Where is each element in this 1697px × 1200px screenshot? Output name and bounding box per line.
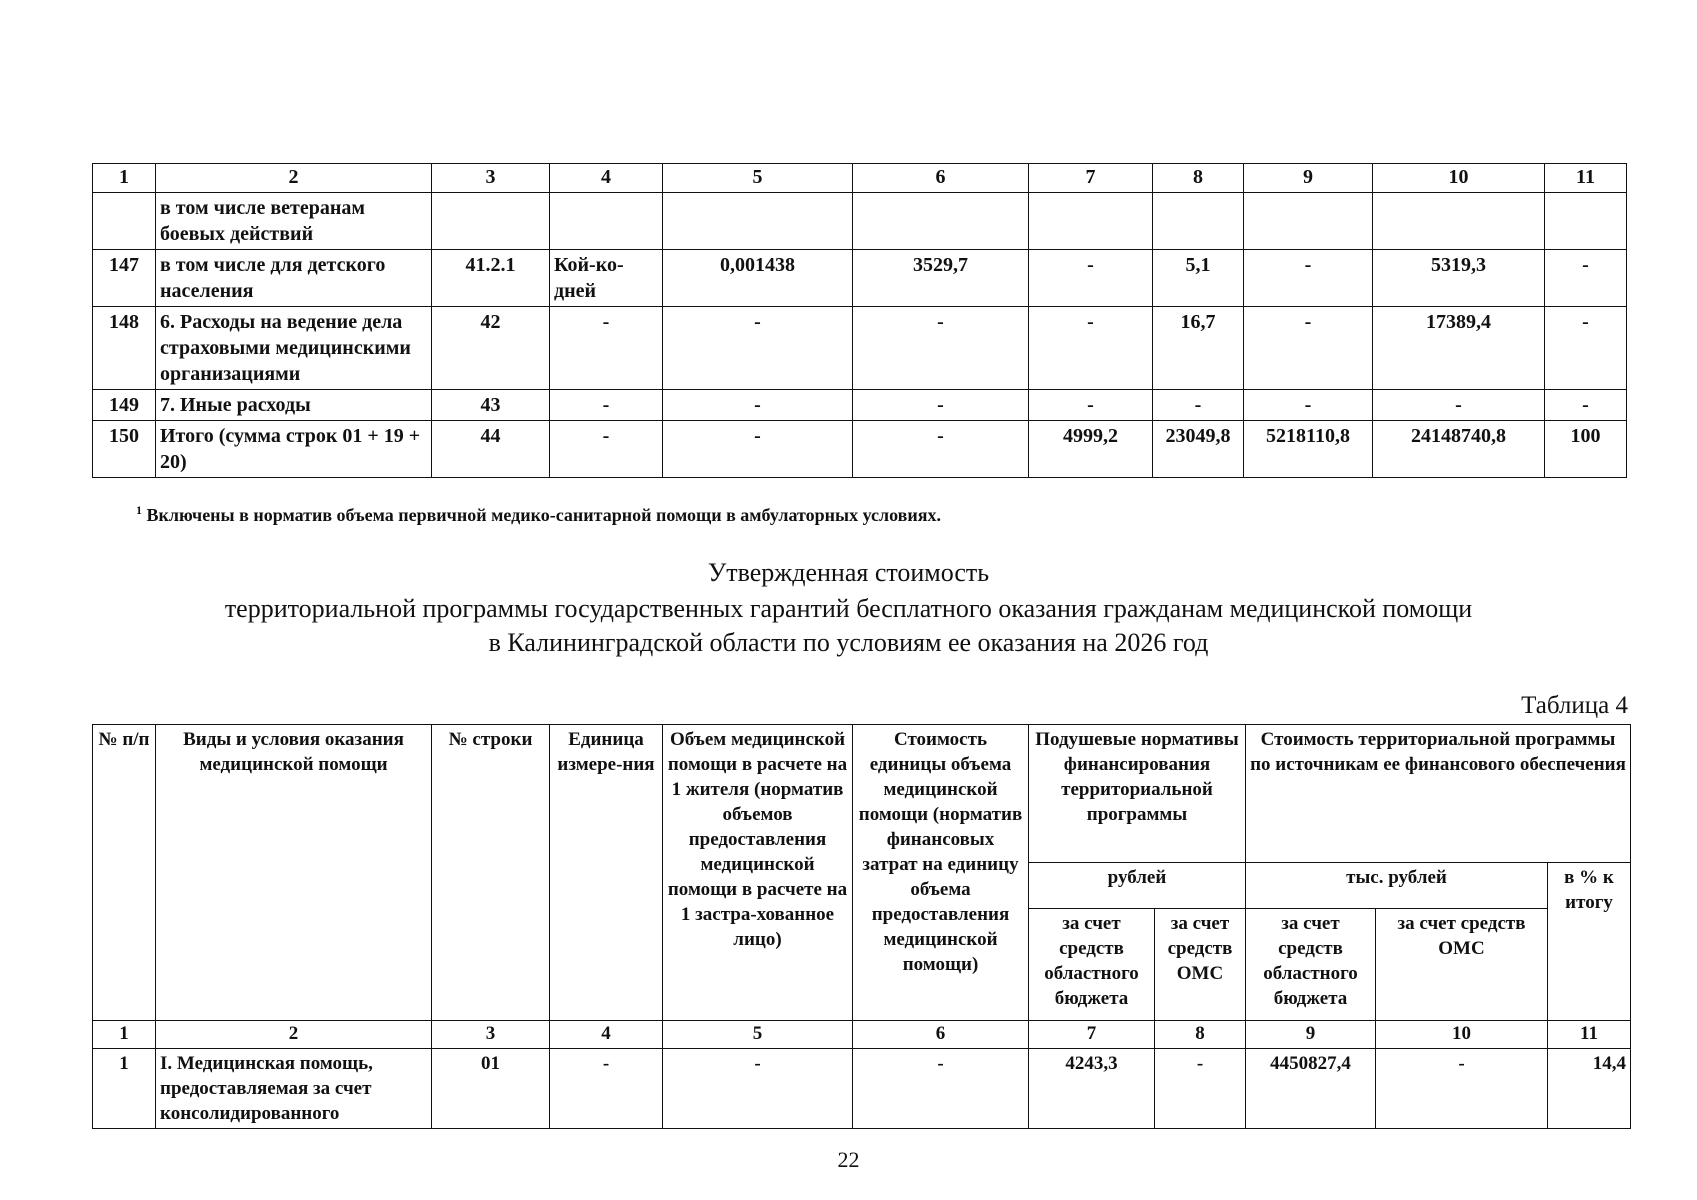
- cell: 5218110,8: [1244, 421, 1373, 478]
- cell: -: [853, 307, 1029, 390]
- cell: 4243,3: [1029, 1049, 1155, 1129]
- header-cell: 8: [1153, 164, 1244, 193]
- cell: 44: [432, 421, 550, 478]
- cell-description: I. Медицинская помощь, предоставляемая за счет консолидированного: [156, 1049, 432, 1129]
- header-cell: 7: [1029, 164, 1153, 193]
- cell: -: [1155, 1049, 1246, 1129]
- head-regional-budget-2: за счет средств областного бюджета: [1246, 909, 1376, 1021]
- cell-row-number: [93, 193, 156, 250]
- head-volume: Объем медицинской помощи в расчете на 1 жителя (норматив объемов предоставления медицинской помощи в расчете на 1 застра-хованное лицо): [663, 725, 853, 1021]
- table-number-row: [93, 1021, 1631, 1049]
- header-cell: 1: [93, 164, 156, 193]
- cell: -: [1545, 390, 1627, 421]
- cell-description: в том числе ветеранам боевых действий: [156, 193, 432, 250]
- header-cell: 4: [550, 164, 663, 193]
- cell: [1153, 193, 1244, 250]
- header-cell: 5: [663, 164, 853, 193]
- column-number: 7: [1029, 1021, 1155, 1049]
- head-total-cost: Стоимость территориальной программы по источникам ее финансового обеспечения: [1246, 725, 1631, 863]
- cell: [432, 193, 550, 250]
- table-caption: Таблица 4: [1521, 692, 1628, 719]
- document-title-line-2: территориальной программы государственных гарантий бесплатного оказания гражданам медицинской помощи: [224, 594, 1473, 623]
- column-number: 8: [1155, 1021, 1246, 1049]
- cell: 17389,4: [1373, 307, 1545, 390]
- cell: [663, 193, 853, 250]
- table-bottom: [92, 724, 1631, 1129]
- cell: 3529,7: [853, 250, 1029, 307]
- cell-row-number: 147: [93, 250, 156, 307]
- cell: -: [1029, 390, 1153, 421]
- header-cell: 3: [432, 164, 550, 193]
- cell: -: [853, 390, 1029, 421]
- footnote: [136, 503, 941, 526]
- cell: -: [550, 390, 663, 421]
- column-number: 3: [432, 1021, 550, 1049]
- footnote-marker: 1: [136, 503, 142, 517]
- cell: -: [1376, 1049, 1548, 1129]
- header-cell: 9: [1244, 164, 1373, 193]
- head-cost: Стоимость единицы объема медицинской помощи (норматив финансовых затрат на единицу объема предоставления медицинской помощи): [853, 725, 1029, 1021]
- cell: 42: [432, 307, 550, 390]
- cell-description: в том числе для детского населения: [156, 250, 432, 307]
- cell: 4450827,4: [1246, 1049, 1376, 1129]
- document-title-line-3: в Калининградской области по условиям ее оказания на 2026 год: [488, 628, 1209, 657]
- cell: 14,4: [1548, 1049, 1631, 1129]
- cell: -: [1545, 307, 1627, 390]
- cell: 4999,2: [1029, 421, 1153, 478]
- header-cell: 2: [156, 164, 432, 193]
- cell: -: [1029, 250, 1153, 307]
- cell: -: [1244, 250, 1373, 307]
- table-top-header-row: [93, 164, 1627, 193]
- cell-row-number: 149: [93, 390, 156, 421]
- cell: -: [663, 307, 853, 390]
- cell: [1244, 193, 1373, 250]
- column-number: 11: [1548, 1021, 1631, 1049]
- document-title-line-1: Утвержденная стоимость: [707, 558, 990, 587]
- column-number: 10: [1376, 1021, 1548, 1049]
- cell: -: [550, 307, 663, 390]
- cell: -: [1244, 390, 1373, 421]
- head-percent: в % к итогу: [1548, 863, 1631, 1021]
- table-row: [93, 250, 1627, 307]
- column-number: 9: [1246, 1021, 1376, 1049]
- cell: 16,7: [1153, 307, 1244, 390]
- header-cell: 10: [1373, 164, 1545, 193]
- head-oms-2: за счет средств ОМС: [1376, 909, 1548, 1021]
- head-regional-budget: за счет средств областного бюджета: [1029, 909, 1155, 1021]
- column-number: 5: [663, 1021, 853, 1049]
- head-row-no: № строки: [432, 725, 550, 1021]
- column-number: 4: [550, 1021, 663, 1049]
- cell: 43: [432, 390, 550, 421]
- table-top: [92, 163, 1627, 478]
- header-cell: 6: [853, 164, 1029, 193]
- page-number: 22: [837, 1147, 860, 1172]
- footnote-text: Включены в норматив объема первичной медико-санитарной помощи в амбулаторных условиях.: [146, 505, 942, 525]
- cell: -: [1545, 250, 1627, 307]
- cell: 01: [432, 1049, 550, 1129]
- cell-description: 7. Иные расходы: [156, 390, 432, 421]
- cell-row-number: 148: [93, 307, 156, 390]
- cell: 5,1: [1153, 250, 1244, 307]
- cell: 100: [1545, 421, 1627, 478]
- table-row: [93, 307, 1627, 390]
- head-thousand-rubles: тыс. рублей: [1246, 863, 1548, 909]
- cell-row-number: 150: [93, 421, 156, 478]
- cell: 5319,3: [1373, 250, 1545, 307]
- cell: [550, 193, 663, 250]
- cell: [853, 193, 1029, 250]
- cell: -: [1153, 390, 1244, 421]
- head-per-capita: Подушевые нормативы финансирования территориальной программы: [1029, 725, 1246, 863]
- cell: -: [663, 390, 853, 421]
- head-rubles: рублей: [1029, 863, 1246, 909]
- cell: -: [550, 421, 663, 478]
- cell: -: [853, 1049, 1029, 1129]
- cell: -: [1373, 390, 1545, 421]
- cell-description: 6. Расходы на ведение дела страховыми медицинскими организациями: [156, 307, 432, 390]
- cell: Кой-ко-дней: [550, 250, 663, 307]
- column-number: 1: [93, 1021, 156, 1049]
- table-row-total: [93, 421, 1627, 478]
- cell: 24148740,8: [1373, 421, 1545, 478]
- cell: -: [663, 1049, 853, 1129]
- head-types: Виды и условия оказания медицинской помощи: [156, 725, 432, 1021]
- cell: [1545, 193, 1627, 250]
- table-row: [93, 390, 1627, 421]
- head-unit: Единица измере-ния: [550, 725, 663, 1021]
- cell: [1029, 193, 1153, 250]
- cell: [1373, 193, 1545, 250]
- cell-description: Итого (сумма строк 01 + 19 + 20): [156, 421, 432, 478]
- head-oms: за счет средств ОМС: [1155, 909, 1246, 1021]
- column-number: 6: [853, 1021, 1029, 1049]
- column-number: 2: [156, 1021, 432, 1049]
- cell: 0,001438: [663, 250, 853, 307]
- cell: -: [853, 421, 1029, 478]
- cell: -: [1029, 307, 1153, 390]
- head-n: № п/п: [93, 725, 156, 1021]
- table-row: [93, 193, 1627, 250]
- cell: -: [1244, 307, 1373, 390]
- table-head-row-1: [93, 725, 1631, 863]
- table-row: [93, 1049, 1631, 1129]
- cell: -: [663, 421, 853, 478]
- cell: 23049,8: [1153, 421, 1244, 478]
- cell-row-number: 1: [93, 1049, 156, 1129]
- header-cell: 11: [1545, 164, 1627, 193]
- cell: 41.2.1: [432, 250, 550, 307]
- cell: -: [550, 1049, 663, 1129]
